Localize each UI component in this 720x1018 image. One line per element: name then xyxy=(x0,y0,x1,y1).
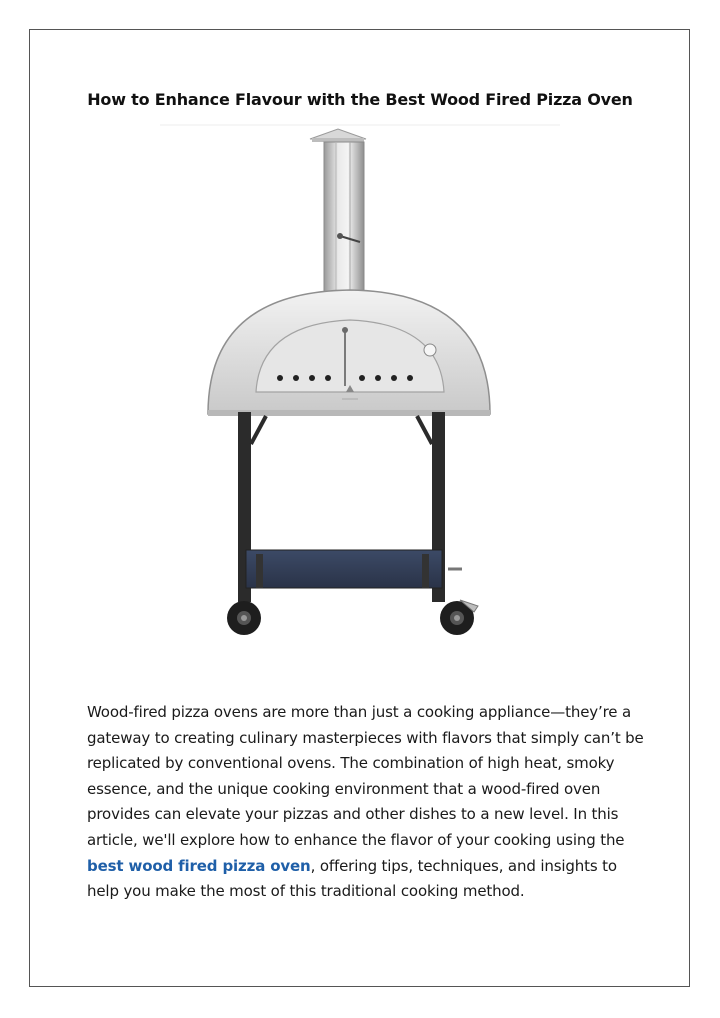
page-title: How to Enhance Flavour with the Best Wood Fired Pizza Oven xyxy=(87,90,633,109)
paragraph-text-start: Wood-fired pizza ovens are more than just a cooking appliance—they’re a gateway to creating culinary masterpieces with flavors that simply can’t be replicated by conventional ovens. The combination of high heat, smoky essence, and the unique cooking environment that a wood-fired oven provides can elevate your pizzas and other dishes to a new level. In this article, we'll explore how to enhance the flavor of your cooking using the xyxy=(87,703,644,849)
paragraph-text-end: , offering tips, techniques, and insights to help you make the most of this traditional cooking method. xyxy=(87,856,617,901)
best-wood-fired-pizza-oven-link[interactable]: best wood fired pizza oven xyxy=(87,856,311,875)
intro-paragraph xyxy=(87,700,647,905)
pizza-oven-image xyxy=(160,124,560,644)
